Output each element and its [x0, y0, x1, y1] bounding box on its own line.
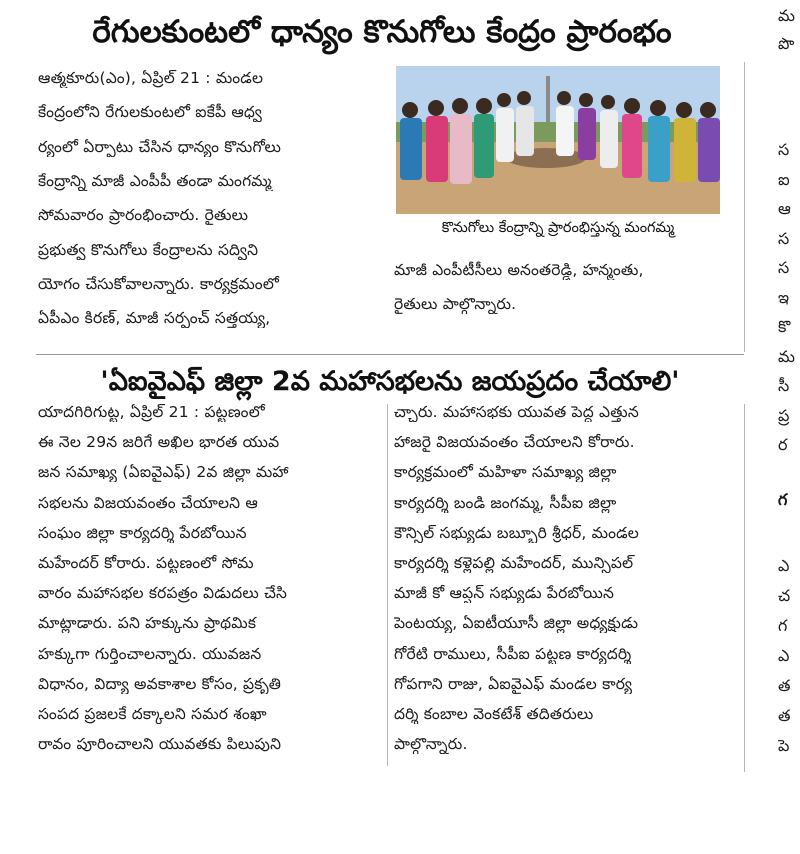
article2-text-line: మాజీ కో ఆప్షన్ సభ్యుడు పేరబోయిన [394, 584, 615, 603]
article1-text-line: కేంద్రాన్ని మాజీ ఎంపీపీ తండా మంగమ్మ [38, 171, 272, 190]
article2-text-line: గోపగాని రాజు, ఏఐవైఎఫ్ మండల కార్య [394, 674, 633, 693]
article2-text-line: కార్యదర్శి బండి జంగమ్మ, సీపీఐ జిల్లా [394, 493, 617, 512]
article2-text-line: సంపద ప్రజలకే దక్కాలని సమర శంఖా [38, 705, 267, 723]
article2-text-line: యాదగిరిగుట్ట, ఏప్రిల్ 21 : పట్టణంలో [38, 403, 265, 421]
article2-text-line: కార్యదర్శి కళ్లెపల్లి మహేందర్, మున్సిపల్ [394, 554, 634, 572]
article1-headline: రేగులకుంటలో ధాన్యం కొనుగోలు కేంద్రం ప్రారంభం [92, 14, 672, 50]
article2-headline: 'ఏఐవైఎఫ్ జిల్లా 2వ మహాసభలను జయప్రదం చేయాలి' [100, 366, 680, 397]
margin-fragment: ఎ [778, 556, 790, 575]
photo-people-icon [396, 66, 720, 214]
margin-fragment: స [778, 140, 790, 159]
article2-text-line: గోరేటి రాములు, సీపీఐ పట్టణ కార్యదర్శి [394, 644, 632, 663]
margin-fragment: మ [778, 346, 795, 366]
margin-fragment: స [778, 258, 790, 277]
margin-fragment: పొ [778, 34, 795, 53]
margin-fragment: స [778, 228, 790, 248]
margin-fragment: కొ [778, 317, 791, 336]
margin-fragment: గ [778, 616, 788, 635]
article2-text-line: హాజరై విజయవంతం చేయాలని కోరారు. [394, 433, 635, 452]
photo-caption: కొనుగోలు కేంద్రాన్ని ప్రారంభిస్తున్న మంగమ్మ [441, 220, 675, 236]
article2-text-line: చ్చారు. మహాసభకు యువత పెద్ద ఎత్తున [394, 403, 639, 421]
article2-text-line: విధానం, విద్యా అవకాశాల కోసం, ప్రకృతి [38, 674, 282, 693]
article1-text-line: మాజీ ఎంపీటీసీలు అనంతరెడ్డి, హన్మంతు, [394, 261, 644, 279]
article2-text-line: కౌన్సిల్ సభ్యుడు బబ్బూరి శ్రీధర్, మండల [394, 523, 640, 542]
margin-fragment: ర [778, 435, 788, 454]
article1-text-line: ఆత్మకూరు(ఎం), ఏప్రిల్ 21 : మండల [38, 69, 264, 87]
margin-fragment: మ [778, 6, 795, 25]
margin-fragment: ప్ర [778, 405, 790, 425]
margin-fragment: పె [778, 736, 790, 755]
margin-fragment: చ [778, 586, 791, 605]
photo-illustration [396, 66, 720, 214]
margin-fragment: ఆ [778, 199, 791, 218]
article2-text-line: పాల్గొన్నారు. [394, 735, 468, 754]
margin-fragment: త [778, 676, 791, 695]
article2-text-line: దర్శి కంబాల వెంకటేశ్ తదితరులు [394, 705, 594, 723]
article1-text-line: కేంద్రంలోని రేగులకుంటలో ఐకేపీ ఆధ్వ [38, 103, 263, 122]
article2-text-line: సభలను విజయవంతం చేయాలని ఆ [38, 493, 258, 512]
margin-fragment: త [778, 706, 791, 725]
margin-fragment: ఇ [778, 287, 790, 307]
article2-text-line: హక్కుగా గుర్తించాలన్నారు. యువజన [38, 644, 262, 663]
article1-text-line: ప్రభుత్వ కొనుగోలు కేంద్రాలను సద్విని [38, 240, 259, 259]
article1-text-line: ర్యంలో ఏర్పాటు చేసిన ధాన్యం కొనుగోలు [38, 137, 282, 156]
article-divider [36, 354, 744, 355]
article2-text-line: వారం మహాసభల కరపత్రం విడుదలు చేసి [38, 584, 288, 603]
article2-text-line: సంఘం జిల్లా కార్యదర్శి పేరబోయిన [38, 523, 247, 542]
article1-text-line: సోమవారం ప్రారంభించారు. రైతులు [38, 206, 249, 225]
article2-text-line: పెంటయ్య, ఏఐటీయూసీ జిల్లా అధ్యక్షుడు [394, 614, 639, 633]
page-right-divider [744, 404, 745, 772]
article2-text-line: రావం పూరించాలని యువతకు పిలుపుని [38, 735, 282, 754]
article2-text-line: మాట్లాడారు. పని హక్కును ప్రాథమిక [38, 614, 257, 633]
margin-fragment: ఎ [778, 646, 790, 665]
article2-text-line: ఈ నెల 29న జరిగే అఖిల భారత యువ [38, 433, 280, 452]
column-divider-article2 [387, 404, 388, 766]
article1-text-line: యోగం చేసుకోవాలన్నారు. కార్యక్రమంలో [38, 274, 279, 293]
article1-text-line: రైతులు పాల్గొన్నారు. [394, 295, 517, 313]
article1-text-line: ఏపీఎం కిరణ్, మాజీ సర్పంచ్ సత్తయ్య, [38, 309, 271, 328]
article2-text-line: జన సమాఖ్య (ఏఐవైఎఫ్) 2వ జిల్లా మహా [38, 463, 289, 482]
article2-text-line: కార్యక్రమంలో మహిళా సమాఖ్య జిల్లా [394, 463, 617, 482]
column-divider-article1 [744, 62, 745, 352]
margin-fragment: ఐ [778, 169, 790, 189]
margin-fragment-heading: గ [778, 490, 788, 509]
article2-text-line: మహేందర్ కోరారు. పట్టణంలో సోమ [38, 554, 254, 572]
margin-fragment: సీ [778, 376, 790, 395]
